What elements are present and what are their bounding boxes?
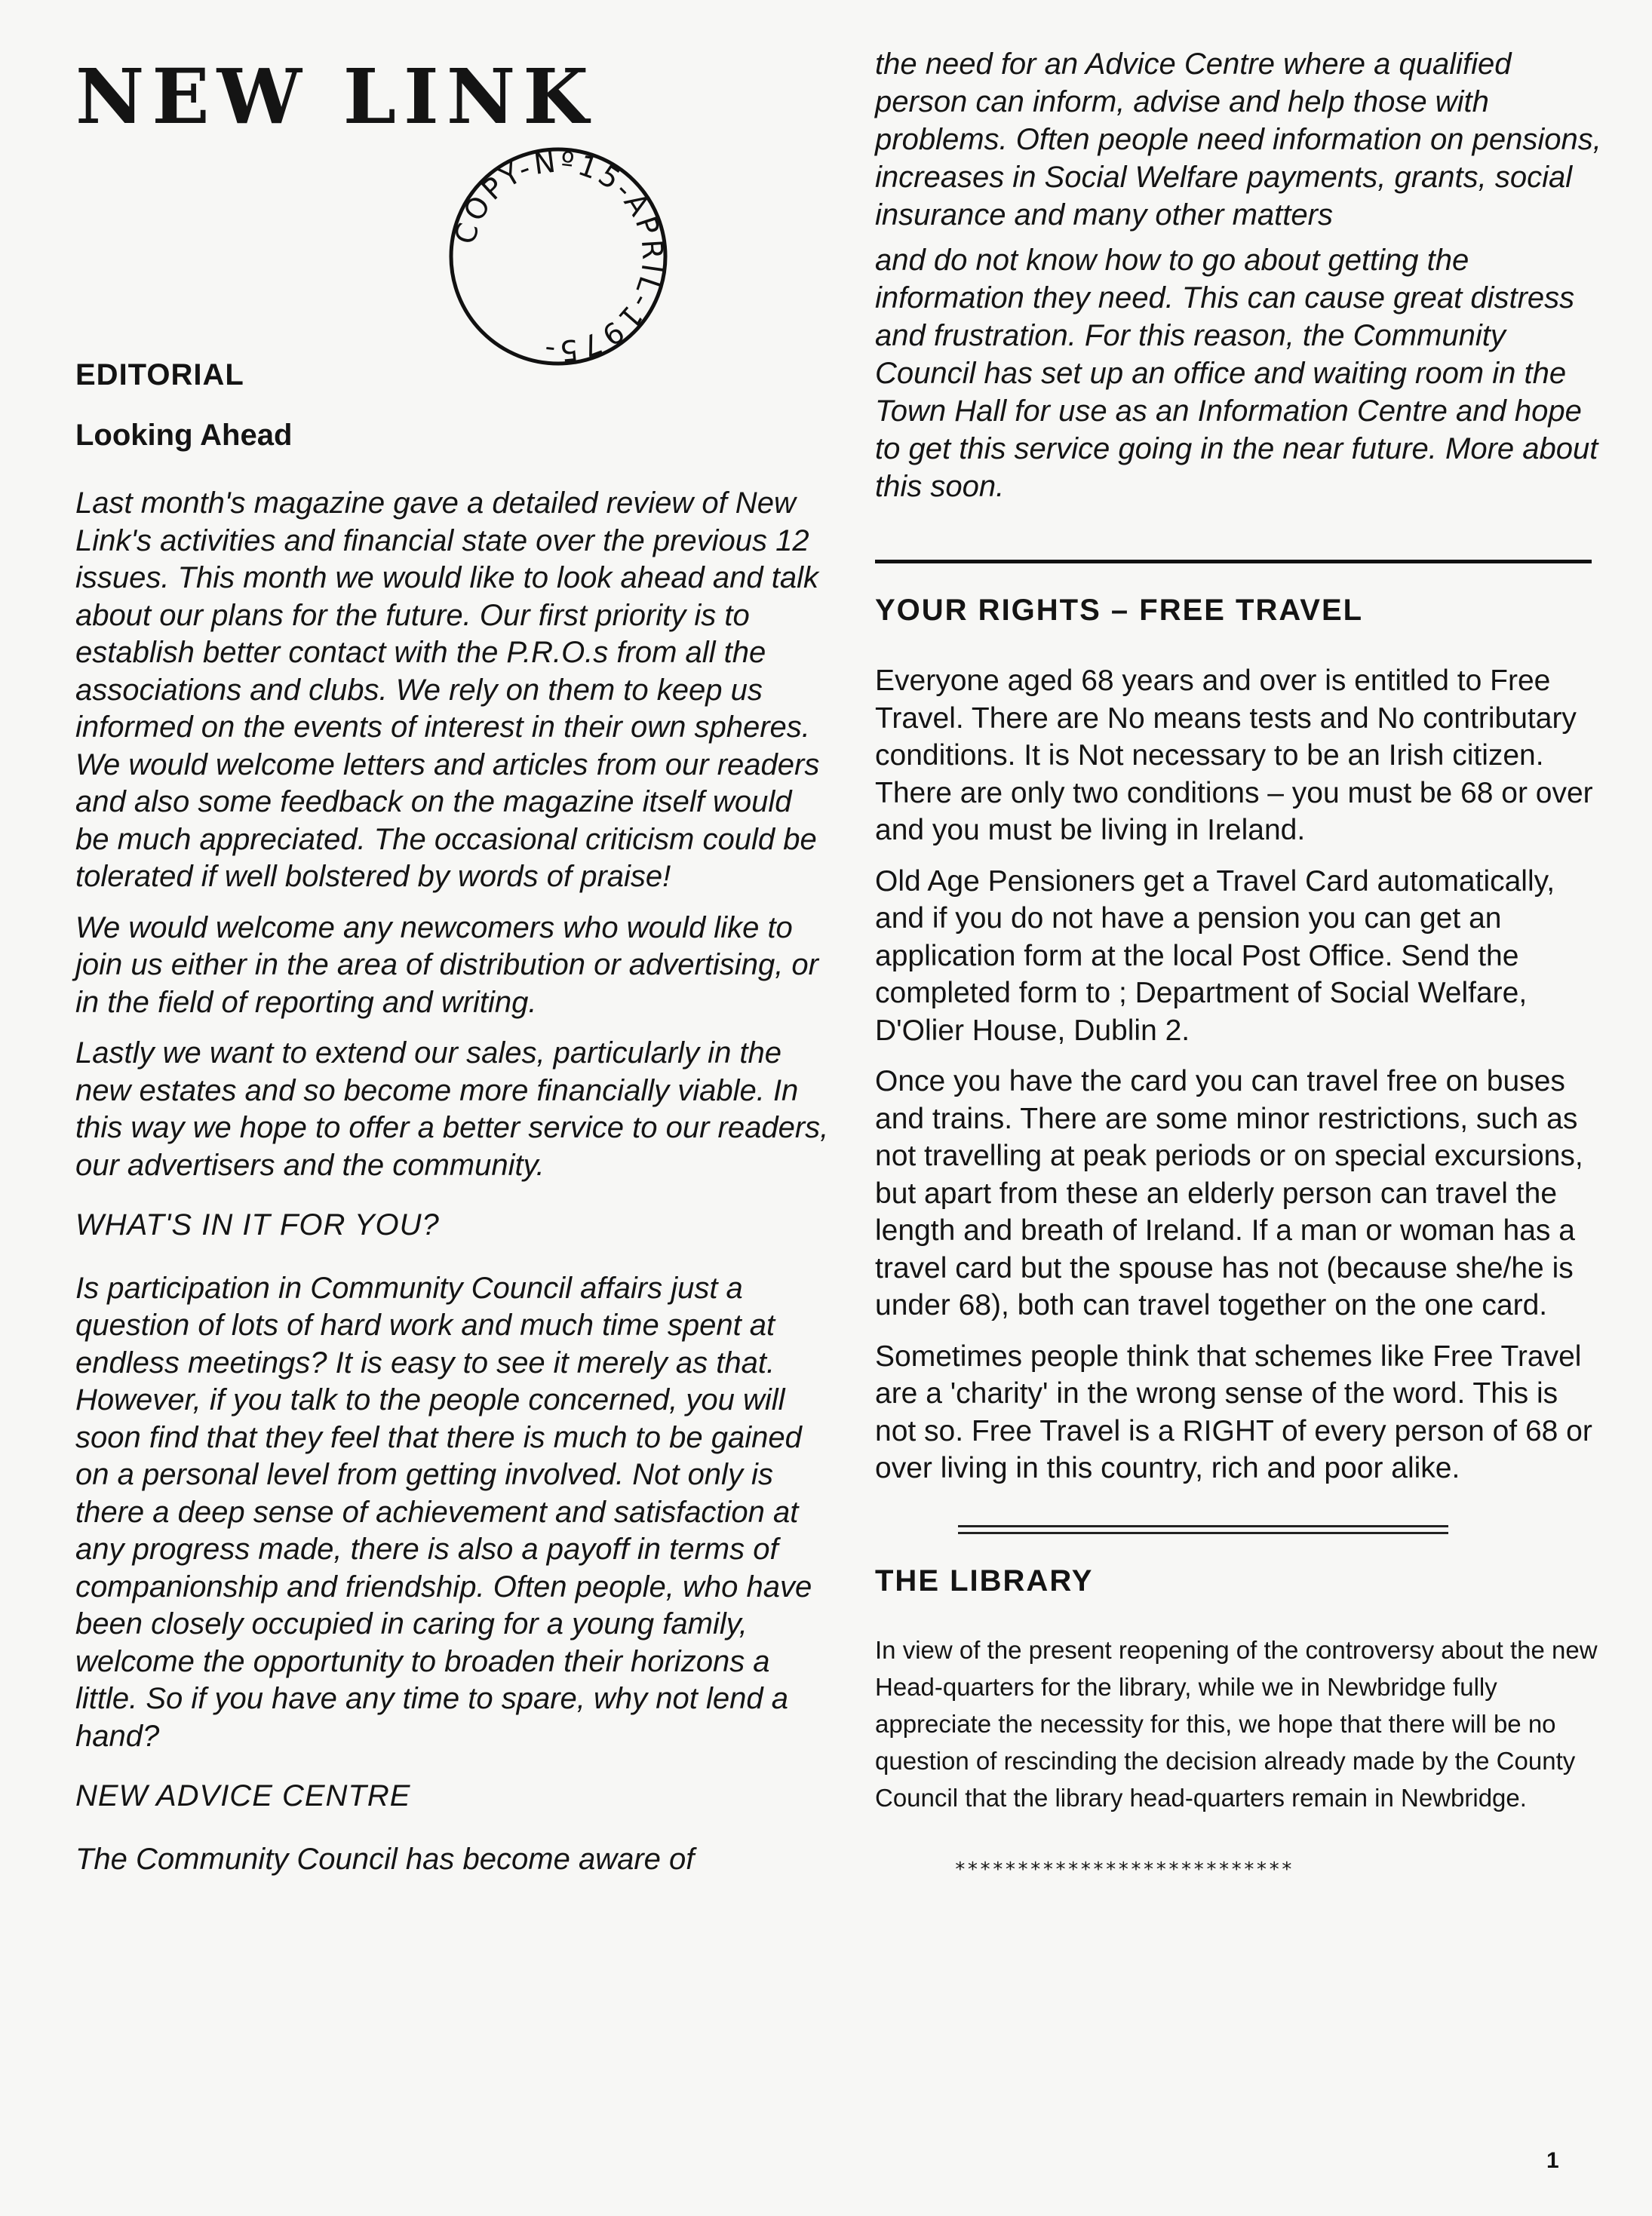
editorial-heading: EDITORIAL xyxy=(75,358,244,391)
free-travel-paragraph-4: Sometimes people think that schemes like Free Travel are a 'charity' in the wrong sense of the word. This is not so. Free Travel is a RIGHT of every person of 68 or over living in this country, rich and poor alike. xyxy=(875,1340,1592,1484)
advice-centre-paragraph-cont-2: and do not know how to go about getting the information they need. This can cause great distress and frustration. For this reason, the Community Council has set up an office and waiting room in the Town Hall for use as an Information Centre and hope to get this service going in the near future. More about this soon. xyxy=(875,244,1598,503)
library-heading: THE LIBRARY xyxy=(875,1564,1094,1598)
whats-in-it-heading: WHAT'S IN IT FOR YOU? xyxy=(75,1208,440,1242)
masthead-title: NEW LINK xyxy=(75,52,597,141)
free-travel-body xyxy=(875,662,1607,1487)
double-divider xyxy=(958,1525,1448,1534)
editorial-paragraph-3: Lastly we want to extend our sales, particularly in the new estates and so become more financially viable. In this way we hope to offer a better service to our readers, our advertisers and the community. xyxy=(75,1036,829,1182)
free-travel-heading: YOUR RIGHTS – FREE TRAVEL xyxy=(875,594,1364,627)
free-travel-paragraph-1: Everyone aged 68 years and over is entitled to Free Travel. There are No means tests and No contributary conditions. It is Not necessary to be an Irish citizen. There are only two conditions – you must be 68 or over and you must be living in Ireland. xyxy=(875,664,1593,846)
free-travel-paragraph-2: Old Age Pensioners get a Travel Card automatically, and if you do not have a pension you can get an application form at the local Post Office. Send the completed form to ; Department of Social Welfare, D'Olier House, Dublin 2. xyxy=(875,864,1555,1047)
right-column xyxy=(875,45,1607,1881)
page-number: 1 xyxy=(1546,2148,1559,2173)
advice-centre-heading: NEW ADVICE CENTRE xyxy=(75,1779,411,1812)
whats-in-it-paragraph: Is participation in Community Council affairs just a question of lots of hard work and much time spent at endless meetings? It is easy to see it merely as that. However, if you talk to the people concerned, you will soon find that they feel that there is much to be gained on a personal level from getting involved. Not only is there a deep sense of achievement and satisfaction at any progress made, there is also a payoff in terms of companionship and friendship. Often people, who have been closely occupied in caring for a young family, welcome the opportunity to broaden their horizons a little. So if you have any time to spare, why not lend a hand? xyxy=(75,1271,812,1753)
left-body xyxy=(75,485,830,1892)
copy-stamp xyxy=(445,143,671,370)
editorial-subheading: Looking Ahead xyxy=(75,419,293,452)
section-divider xyxy=(875,560,1592,563)
asterisk-divider: *************************** xyxy=(954,1858,1294,1881)
stamp-text: COPY-Nº15-APRIL-1975- xyxy=(448,145,670,368)
library-paragraph: In view of the present reopening of the controversy about the new Head-quarters for the library, while we in Newbridge fully appreciate the necessity for this, we hope that there will be no question of rescinding the decision already made by the County Council that the library head-quarters remain in Newbridge. xyxy=(875,1635,1598,1812)
editorial-paragraph-1: Last month's magazine gave a detailed review of New Link's activities and financial state over the previous 12 issues. This month we would like to look ahead and talk about our plans for the future. Our first priority is to establish better contact with the P.R.O.s from all the associations and clubs. We rely on them to keep us informed on the events of interest in their own spheres. We would welcome letters and articles from our readers and also some feedback on the magazine itself would be much appreciated. The occasional criticism could be tolerated if well bolstered by words of praise! xyxy=(75,486,820,893)
svg-text:COPY-Nº15-APRIL-1975- xyxy=(448,145,670,368)
left-column xyxy=(75,45,830,1876)
free-travel-paragraph-3: Once you have the card you can travel free on buses and trains. There are some minor restrictions, such as not travelling at peak periods or on special excursions, but apart from these an elderly person can travel the length and breath of Ireland. If a man or woman has a travel card but the spouse has not (because she/he is under 68), both can travel together on the one card. xyxy=(875,1065,1583,1321)
advice-centre-paragraph-start: The Community Council has become aware of xyxy=(75,1842,695,1876)
advice-centre-paragraph-cont-1: the need for an Advice Centre where a qualified person can inform, advise and help those with problems. Often people need information on pensions, increases in Social Welfare payments, grants, social insurance and many other matters xyxy=(875,48,1601,232)
editorial-paragraph-2: We would welcome any newcomers who would like to join us either in the area of distribution or advertising, or in the field of reporting and writing. xyxy=(75,910,818,1019)
